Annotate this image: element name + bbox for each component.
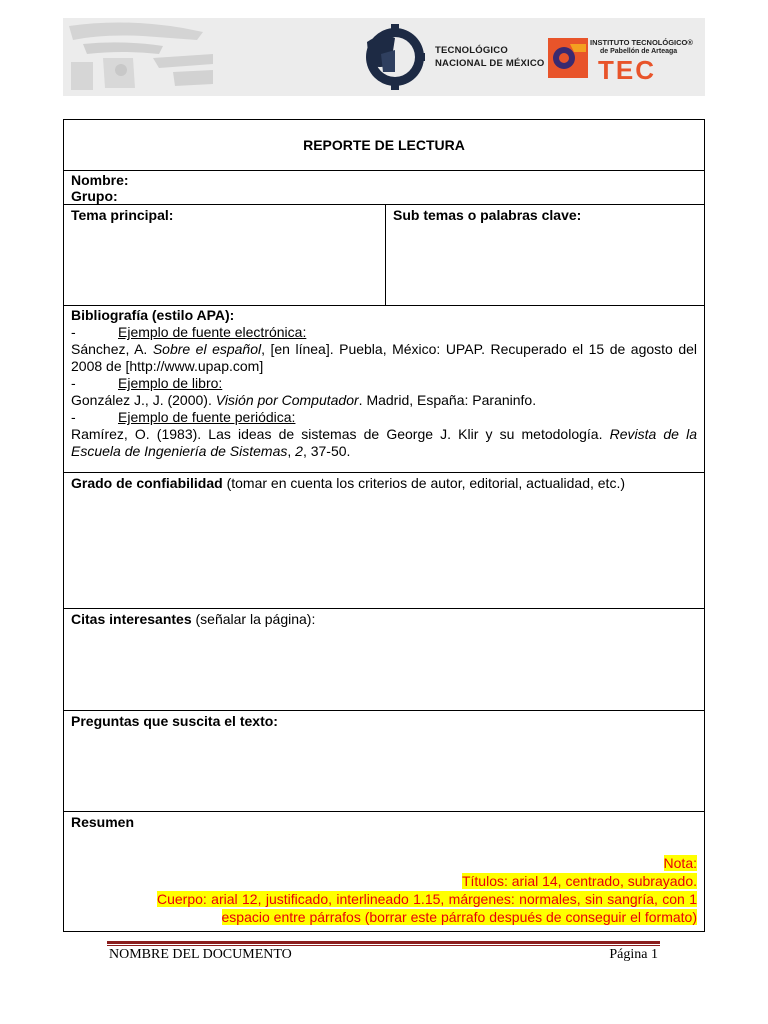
tema-principal-label: Tema principal: — [71, 207, 174, 223]
bib-example-1-label-row — [71, 324, 697, 341]
bib-example-1-text — [71, 341, 697, 375]
bib-ex2-title: Visión por Computador — [215, 392, 359, 408]
header-banner — [63, 18, 705, 96]
sub-temas-cell[interactable] — [386, 205, 704, 305]
aztec-decoration-icon — [63, 18, 223, 96]
note-line-3: Cuerpo: arial 12, justificado, interlineado 1.15, márgenes: normales, sin sangría, con 1 espacio entre párrafos (borrar este párrafo después de conseguir el formato) — [157, 891, 697, 925]
bib-ex2-rest: . Madrid, España: Paraninfo. — [358, 392, 537, 408]
reading-report-form — [63, 119, 705, 932]
bib-ex3-pages: , 37-50. — [302, 443, 351, 459]
footer-rule-thick — [107, 941, 660, 944]
bib-example-2-label-row — [71, 375, 697, 392]
tecnm-logo-icon — [361, 24, 425, 90]
bib-example-1-label: Ejemplo de fuente electrónica: — [118, 324, 307, 340]
citas-cell[interactable] — [64, 609, 704, 711]
format-note — [157, 854, 697, 926]
bib-ex3-sep: , — [287, 443, 296, 459]
citas-hint: (señalar la página): — [191, 611, 316, 627]
bib-ex1-rest: , [en línea]. Puebla, México: UPAP. Recuperado el 15 de agosto del 2008 de [http://www.upap.com] — [71, 341, 698, 374]
preguntas-label: Preguntas que suscita el texto: — [71, 713, 278, 729]
confiabilidad-label: Grado de confiabilidad — [71, 475, 223, 491]
itpa-tec-wordmark: TEC — [598, 55, 656, 85]
sub-temas-label: Sub temas o palabras clave: — [393, 207, 582, 223]
grupo-label: Grupo: — [71, 188, 118, 204]
itpa-name — [590, 38, 700, 83]
nombre-label: Nombre: — [71, 172, 129, 188]
name-group-row[interactable] — [64, 171, 704, 205]
footer-page-number: Página 1 — [609, 947, 658, 962]
bib-example-3-text — [71, 426, 697, 460]
footer-rule-thin — [107, 945, 660, 946]
tecnm-line2: NACIONAL DE MÉXICO — [435, 58, 545, 69]
bib-example-2-label: Ejemplo de libro: — [118, 375, 223, 391]
bib-ex3-author: Ramírez, O. (1983). Las ideas de sistemas de George J. Klir y su metodología. — [71, 426, 610, 442]
preguntas-cell[interactable] — [64, 711, 704, 812]
bibliografia-heading: Bibliografía (estilo APA): — [71, 307, 235, 323]
note-line-1: Nota: — [663, 855, 697, 871]
footer-document-name: NOMBRE DEL DOCUMENTO — [109, 947, 292, 962]
bib-ex2-author: González J., J. (2000). — [71, 392, 216, 408]
itpa-line2: de Pabellón de Arteaga — [600, 48, 678, 55]
bib-example-3-label-row — [71, 409, 697, 426]
tecnm-line1: TECNOLÓGICO — [435, 45, 508, 56]
resumen-cell[interactable] — [64, 812, 704, 931]
bib-ex3-journal: Revista de la Escuela de Ingeniería de Sistemas — [71, 426, 697, 459]
confiabilidad-hint: (tomar en cuenta los criterios de autor, editorial, actualidad, etc.) — [222, 475, 626, 491]
bib-example-3-label: Ejemplo de fuente periódica: — [118, 409, 296, 425]
itpa-line1: INSTITUTO TECNOLÓGICO® — [590, 38, 693, 47]
bib-ex3-volume: 2 — [295, 443, 303, 459]
bullet-dash: - — [71, 375, 76, 391]
bib-example-2-text — [71, 392, 697, 409]
bullet-dash: - — [71, 324, 76, 340]
bib-ex1-title: Sobre el español — [152, 341, 262, 357]
bullet-dash: - — [71, 409, 76, 425]
confiabilidad-cell[interactable] — [64, 473, 704, 609]
citas-label: Citas interesantes — [71, 611, 192, 627]
note-line-2: Títulos: arial 14, centrado, subrayado. — [461, 873, 697, 889]
form-title: REPORTE DE LECTURA — [64, 120, 704, 171]
resumen-label: Resumen — [71, 814, 135, 830]
topics-row — [64, 205, 704, 306]
itpa-logo-icon — [548, 38, 588, 78]
tema-principal-cell[interactable] — [64, 205, 386, 305]
tecnm-name — [435, 44, 545, 70]
bibliografia-cell[interactable] — [64, 306, 704, 473]
bib-ex1-author: Sánchez, A. — [71, 341, 153, 357]
